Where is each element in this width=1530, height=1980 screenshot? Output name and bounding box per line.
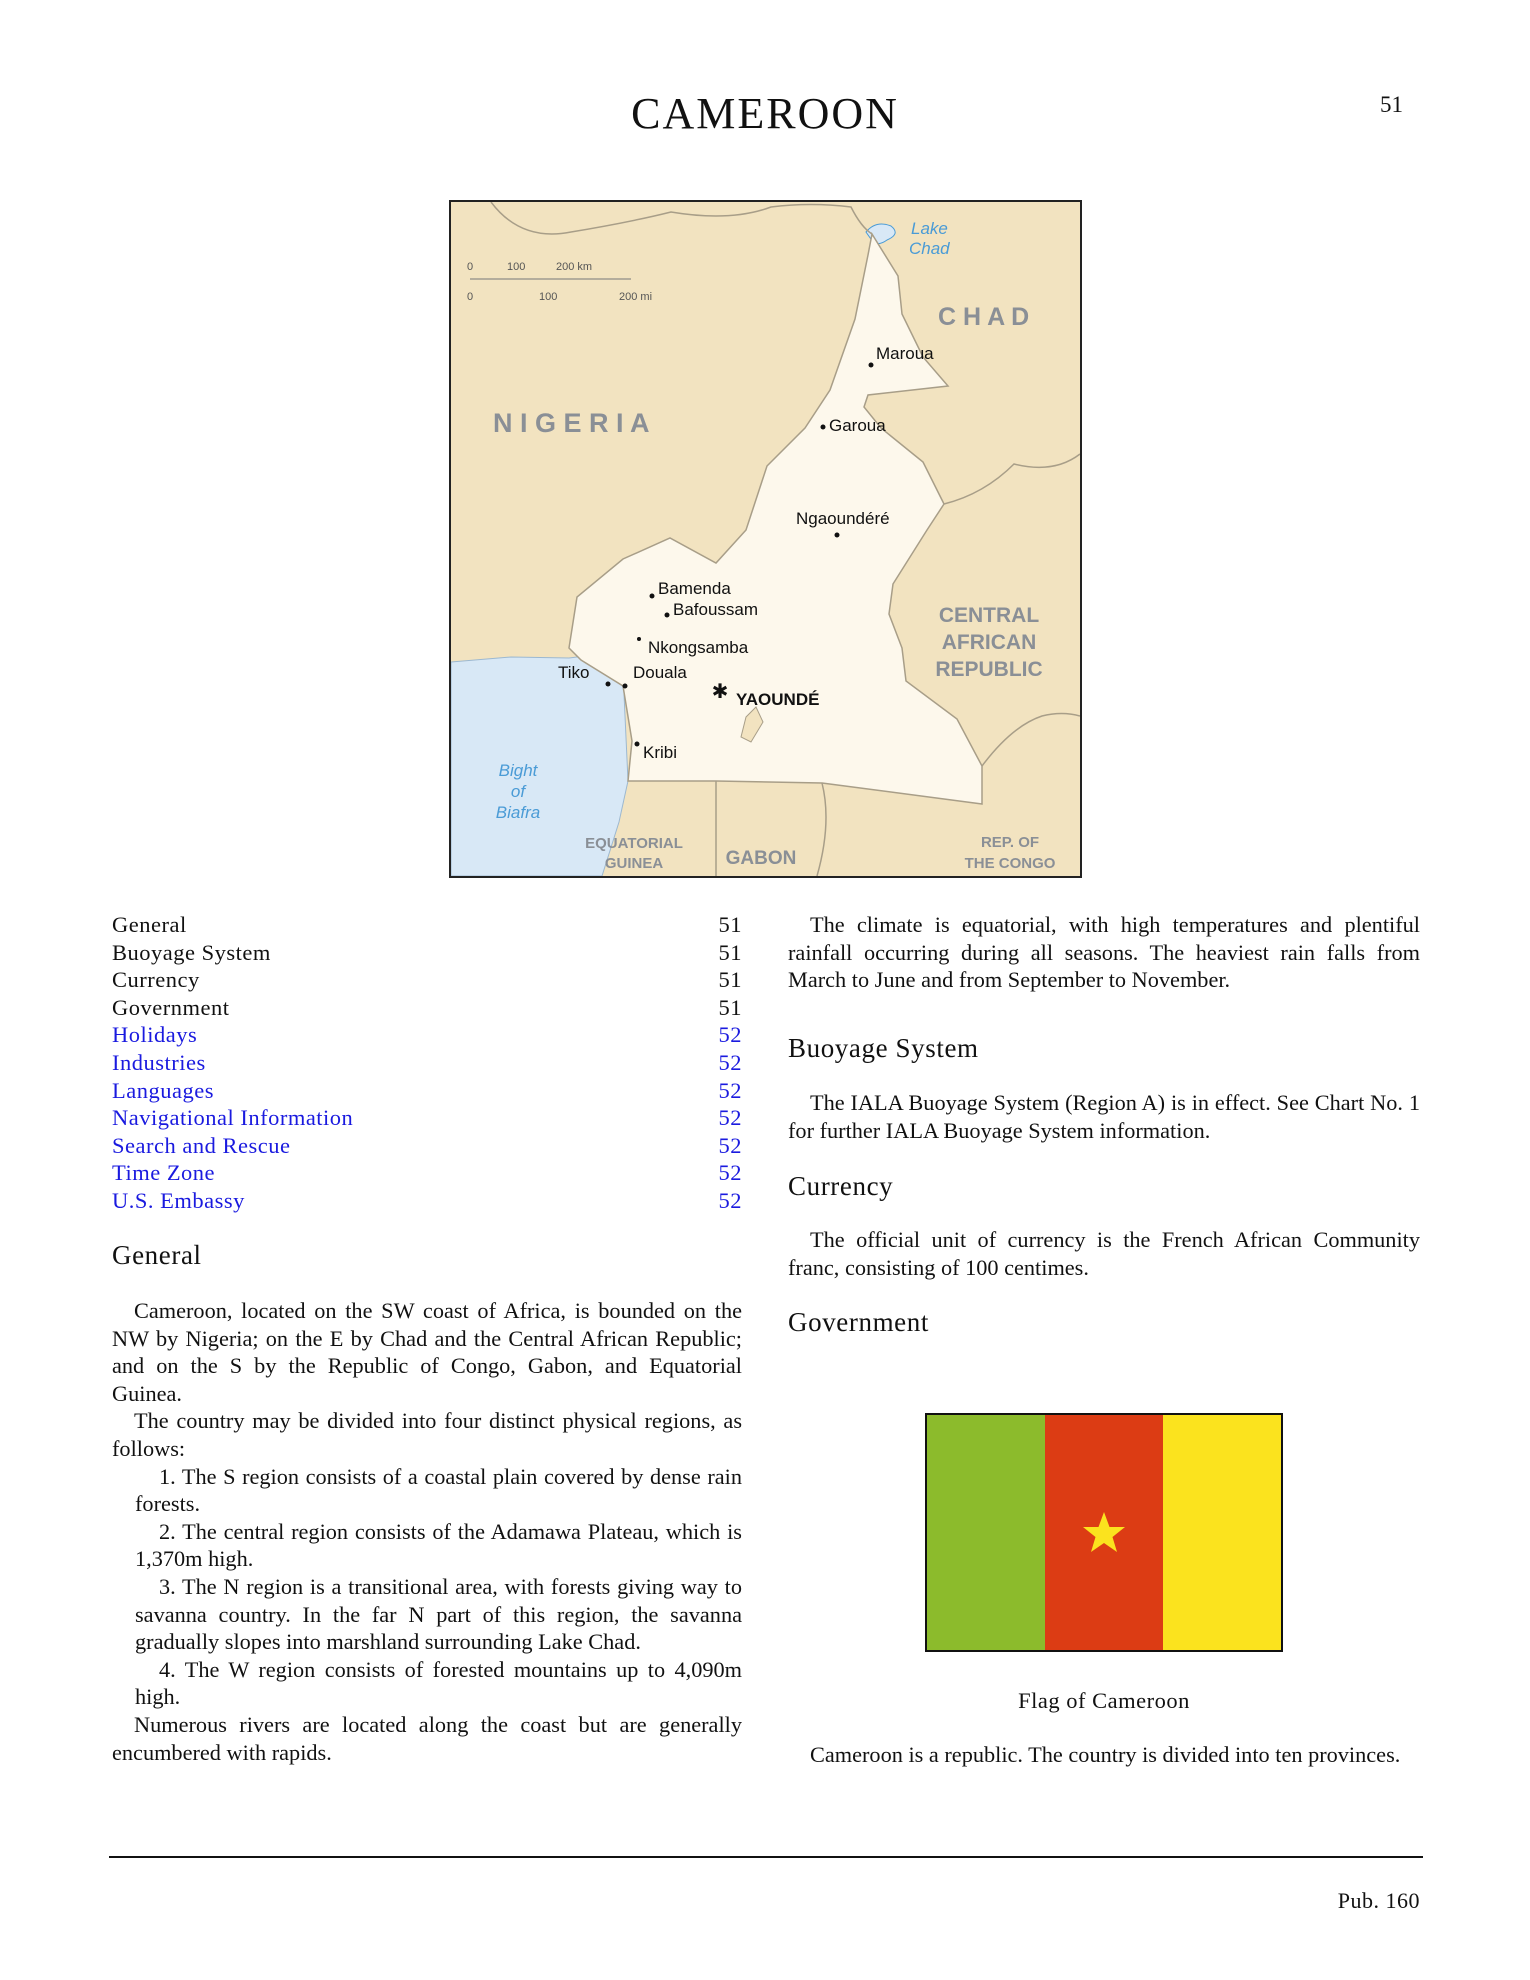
flag-stripe-red (1045, 1415, 1163, 1650)
toc-item[interactable] (112, 1132, 742, 1160)
region-item-2: 2. The central region consists of the Adamawa Plateau, which is 1,370m high. (135, 1518, 742, 1572)
scale-mi-100: 100 (539, 291, 558, 303)
label-bight: Bight (498, 761, 538, 780)
toc-item-page: 52 (718, 1187, 742, 1213)
city-dot (869, 363, 874, 368)
label-car-3: REPUBLIC (935, 658, 1043, 681)
buoyage-text (788, 1089, 1420, 1144)
toc-item-label: Time Zone (112, 1160, 216, 1186)
toc-item (112, 911, 742, 939)
toc-item-label: Buoyage System (112, 939, 271, 965)
city-ngaoundere: Ngaoundéré (796, 509, 890, 528)
city-kribi: Kribi (643, 743, 678, 762)
city-dot (650, 594, 655, 599)
label-chad-lake: Chad (909, 239, 950, 258)
scale-km-200: 200 km (556, 261, 593, 273)
toc-item-page: 51 (718, 912, 742, 937)
table-of-contents (112, 911, 742, 1215)
toc-item-label: Search and Rescue (112, 1132, 291, 1158)
capital-star-icon: ✱ (711, 681, 729, 703)
scale-km-100: 100 (507, 261, 526, 273)
label-lake: Lake (911, 219, 948, 238)
map-graphic (451, 202, 1080, 876)
toc-item-label: Industries (112, 1049, 206, 1075)
toc-item[interactable] (112, 1077, 742, 1105)
label-of: of (510, 782, 526, 801)
city-dot (623, 684, 628, 689)
toc-item[interactable] (112, 1104, 742, 1132)
label-biafra: Biafra (495, 803, 541, 822)
government-paragraph: Cameroon is a republic. The country is divided into ten provinces. (810, 1742, 1401, 1767)
city-dot (606, 682, 611, 687)
label-gabon: GABON (725, 848, 797, 869)
city-dot (637, 637, 641, 641)
publication-number: Pub. 160 (1337, 1888, 1420, 1913)
general-paragraph-3: Numerous rivers are located along the coast but are generally encumbered with rapids. (112, 1711, 742, 1765)
climate-text (788, 911, 1420, 994)
climate-paragraph: The climate is equatorial, with high temperatures and plentiful rainfall occurring during all seasons. The heaviest rain falls from March to June and from September to November. (788, 912, 1420, 993)
toc-item-page: 52 (718, 1077, 742, 1103)
city-dot (821, 425, 826, 430)
region-item-4: 4. The W region consists of forested mountains up to 4,090m high. (135, 1656, 742, 1710)
city-dot (665, 613, 670, 618)
scale-mi-0: 0 (467, 291, 474, 303)
label-eq-guinea-1: EQUATORIAL (585, 835, 683, 852)
toc-item (112, 966, 742, 994)
region-item-3: 3. The N region is a transitional area, with forests giving way to savanna country. In the far N part of this region, the savanna gradually slopes into marshland surrounding Lake Chad. (135, 1573, 742, 1655)
toc-item-page: 52 (718, 1132, 742, 1158)
toc-item-label: U.S. Embassy (112, 1187, 245, 1213)
city-tiko: Tiko (558, 663, 590, 682)
buoyage-paragraph: The IALA Buoyage System (Region A) is in effect. See Chart No. 1 for further IALA Buoyage System information. (788, 1090, 1420, 1143)
page-number: 51 (1380, 92, 1403, 117)
label-eq-guinea-2: GUINEA (604, 855, 664, 872)
label-car-2: AFRICAN (941, 631, 1037, 654)
label-nigeria: N I G E R I A (493, 408, 650, 438)
star-icon (1081, 1510, 1127, 1556)
city-bamenda: Bamenda (658, 579, 731, 598)
general-paragraph-2: The country may be divided into four distinct physical regions, as follows: (112, 1408, 742, 1461)
toc-item-page: 52 (718, 1160, 742, 1186)
heading-currency: Currency (788, 1171, 894, 1201)
flag-stripe-yellow (1163, 1415, 1281, 1650)
heading-buoyage-system: Buoyage System (788, 1033, 979, 1063)
label-congo-1: REP. OF (980, 834, 1040, 851)
toc-item-page: 51 (718, 994, 742, 1020)
heading-general: General (112, 1240, 202, 1270)
cameroon-map (449, 200, 1082, 878)
general-text (112, 1297, 742, 1766)
flag-of-cameroon (925, 1413, 1283, 1652)
toc-item-label: Holidays (112, 1022, 198, 1048)
toc-item-page: 52 (718, 1049, 742, 1075)
flag-caption: Flag of Cameroon (1018, 1688, 1190, 1713)
city-dot (635, 742, 640, 747)
city-garoua: Garoua (829, 416, 886, 435)
currency-text (788, 1226, 1420, 1281)
label-car-1: CENTRAL (938, 604, 1040, 627)
city-maroua: Maroua (876, 344, 934, 363)
toc-item[interactable] (112, 1159, 742, 1187)
government-text (788, 1741, 1420, 1769)
scale-km-0: 0 (467, 261, 474, 273)
toc-item-page: 51 (718, 967, 742, 993)
toc-item-page: 52 (718, 1105, 742, 1131)
toc-item-label: Government (112, 994, 230, 1020)
city-nkongsamba: Nkongsamba (648, 638, 749, 657)
toc-item-label: General (112, 912, 187, 937)
scale-mi-200: 200 mi (619, 291, 653, 303)
toc-item-label: Languages (112, 1077, 214, 1103)
region-item-1: 1. The S region consists of a coastal plain covered by dense rain forests. (135, 1463, 742, 1517)
label-congo-2: THE CONGO (964, 855, 1056, 872)
footer-divider (109, 1856, 1423, 1858)
heading-government: Government (788, 1307, 929, 1337)
label-chad: C H A D (938, 303, 1030, 331)
toc-item-page: 52 (718, 1022, 742, 1048)
currency-paragraph: The official unit of currency is the French African Community franc, consisting of 100 centimes. (788, 1227, 1420, 1280)
toc-item (112, 994, 742, 1022)
city-bafoussam: Bafoussam (673, 600, 759, 619)
page-title: CAMEROON (631, 89, 899, 138)
toc-item (112, 939, 742, 967)
toc-item-label: Currency (112, 967, 200, 993)
toc-item[interactable] (112, 1049, 742, 1077)
city-dot (835, 533, 840, 538)
toc-item-page: 51 (718, 939, 742, 965)
toc-item[interactable] (112, 1021, 742, 1049)
city-yaounde: YAOUNDÉ (736, 690, 820, 709)
toc-item-label: Navigational Information (112, 1105, 354, 1131)
toc-item[interactable] (112, 1187, 742, 1215)
city-douala: Douala (633, 663, 687, 682)
flag-stripe-green (927, 1415, 1045, 1650)
general-paragraph-1: Cameroon, located on the SW coast of Africa, is bounded on the NW by Nigeria; on the E by Chad and the Central African Republic; and on the S by the Republic of Congo, Gabon, and Equatorial Guinea. (112, 1298, 742, 1406)
